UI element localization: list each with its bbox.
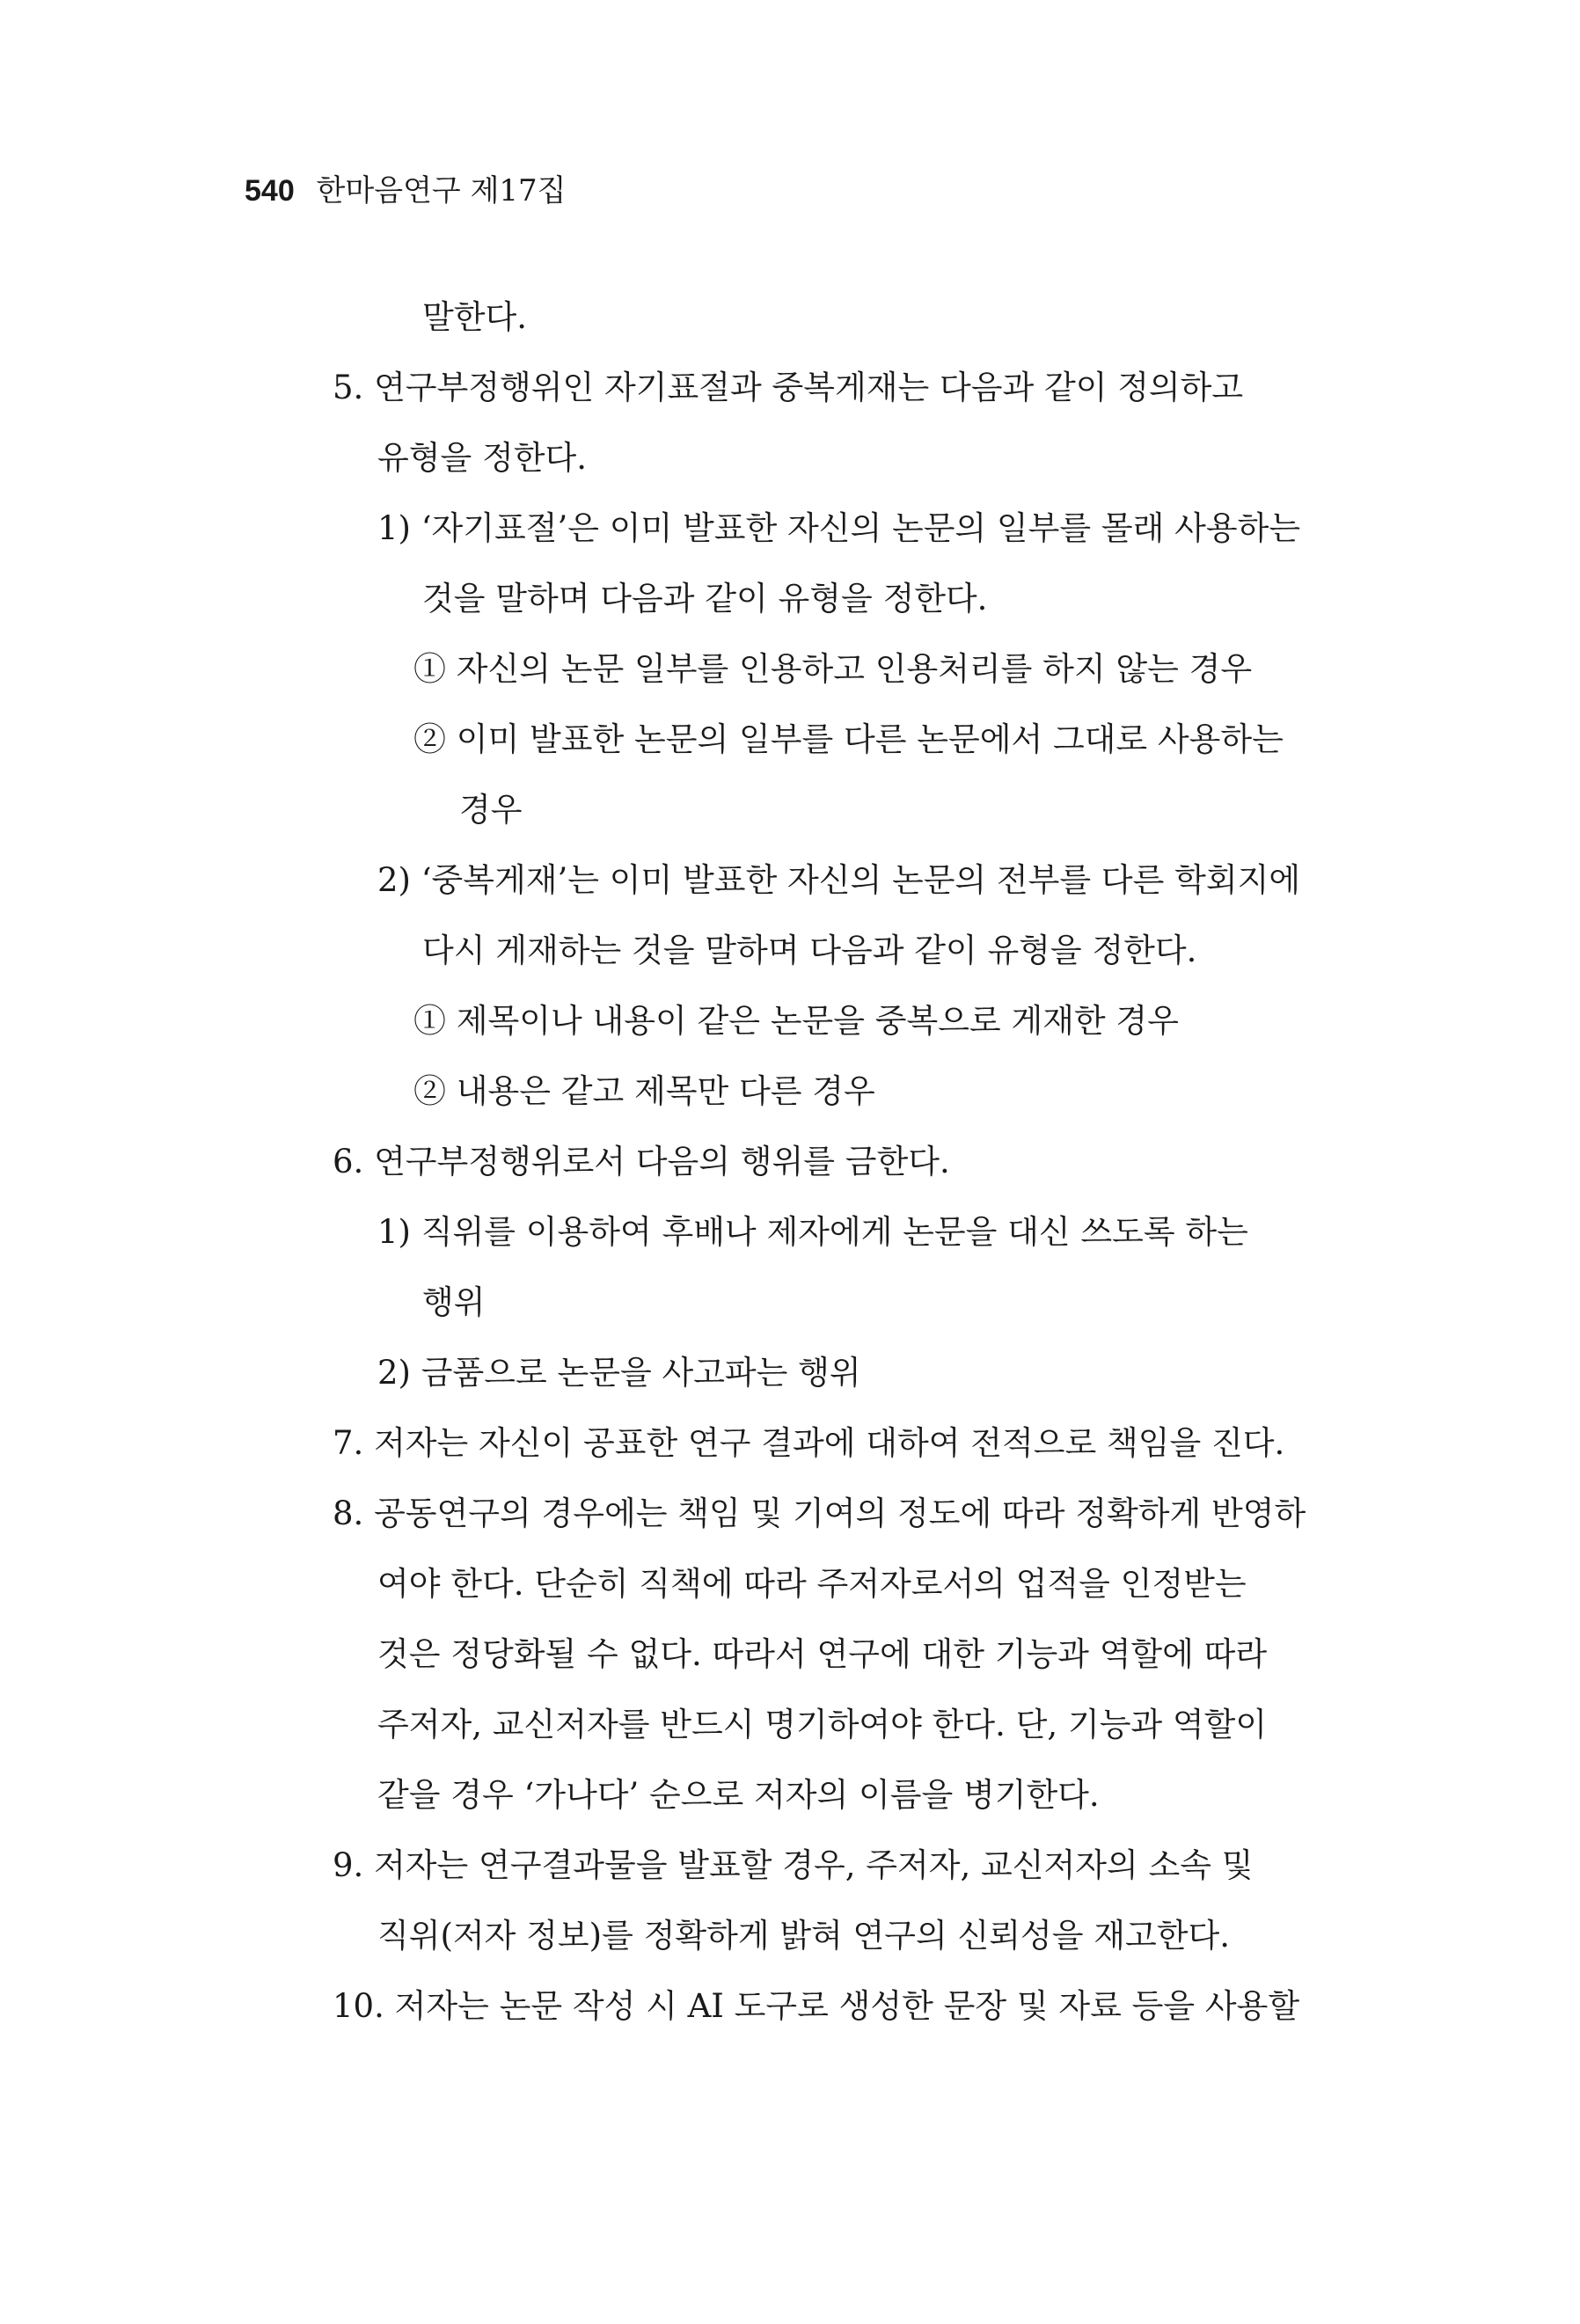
text-line: 직위(저자 정보)를 정확하게 밝혀 연구의 신뢰성을 재고한다.	[377, 1917, 1231, 1955]
text-line: ① 제목이나 내용이 같은 논문을 중복으로 게재한 경우	[413, 1002, 1179, 1040]
text-line: 주저자, 교신저자를 반드시 명기하여야 한다. 단, 기능과 역할이	[377, 1706, 1268, 1743]
page-header	[245, 170, 567, 212]
text-line: 7. 저자는 자신이 공표한 연구 결과에 대하여 전적으로 책임을 진다.	[333, 1424, 1285, 1462]
text-line: 9. 저자는 연구결과물을 발표할 경우, 주저자, 교신저자의 소속 및	[333, 1846, 1254, 1884]
page-number: 540	[245, 174, 295, 208]
text-line: 여야 한다. 단순히 직책에 따라 주저자로서의 업적을 인정받는	[377, 1565, 1247, 1603]
text-line: 1) ‘자기표절’은 이미 발표한 자신의 논문의 일부를 몰래 사용하는	[377, 509, 1301, 547]
text-line: 것은 정당화될 수 없다. 따라서 연구에 대한 기능과 역할에 따라	[377, 1635, 1268, 1673]
text-line: 다시 게재하는 것을 말하며 다음과 같이 유형을 정한다.	[422, 932, 1197, 969]
text-line: 2) ‘중복게재’는 이미 발표한 자신의 논문의 전부를 다른 학회지에	[377, 861, 1301, 899]
text-line: 8. 공동연구의 경우에는 책임 및 기여의 정도에 따라 정확하게 반영하	[333, 1495, 1306, 1532]
text-line: ② 이미 발표한 논문의 일부를 다른 논문에서 그대로 사용하는	[413, 720, 1284, 758]
text-line: 행위	[422, 1283, 486, 1321]
running-title: 한마음연구 제17집	[316, 173, 567, 208]
text-line: 6. 연구부정행위로서 다음의 행위를 금한다.	[333, 1143, 950, 1180]
text-line: 1) 직위를 이용하여 후배나 제자에게 논문을 대신 쓰도록 하는	[377, 1213, 1248, 1251]
text-line: 말한다.	[422, 298, 527, 336]
text-line: ① 자신의 논문 일부를 인용하고 인용처리를 하지 않는 경우	[413, 650, 1253, 688]
text-line: 10. 저자는 논문 작성 시 AI 도구로 생성한 문장 및 자료 등을 사용할	[333, 1987, 1300, 2025]
text-line: 같을 경우 ‘가나다’ 순으로 저자의 이름을 병기한다.	[377, 1776, 1100, 1814]
text-line: 2) 금품으로 논문을 사고파는 행위	[377, 1354, 861, 1392]
text-line: 5. 연구부정행위인 자기표절과 중복게재는 다음과 같이 정의하고	[333, 369, 1244, 406]
text-line: 것을 말하며 다음과 같이 유형을 정한다.	[422, 580, 988, 618]
text-line: 경우	[459, 791, 523, 829]
text-line: ② 내용은 같고 제목만 다른 경우	[413, 1072, 875, 1110]
text-line: 유형을 정한다.	[377, 439, 587, 477]
